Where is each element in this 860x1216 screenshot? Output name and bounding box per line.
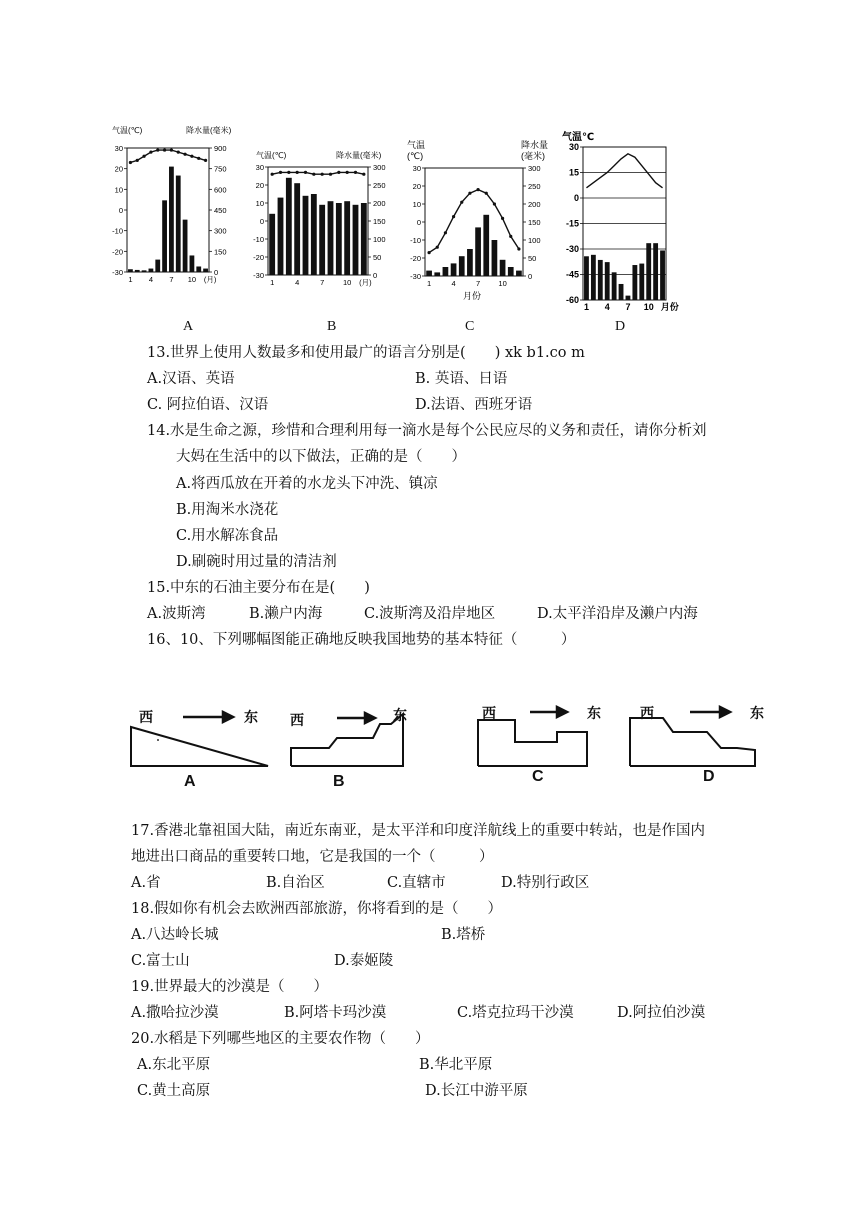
question-18-stem: 18.假如你有机会去欧洲西部旅游，你将看到的是（ ） [131, 901, 503, 917]
profile-b-east: 东 [393, 708, 407, 724]
precip-bar [336, 203, 342, 275]
temp-point [177, 151, 180, 154]
question-13-stem: 13.世界上使用人数最多和使用最广的语言分别是( ) xk b1.co m [147, 345, 585, 361]
q18-option-c[interactable]: C.富士山 [131, 953, 190, 969]
temp-point [183, 153, 186, 156]
q18-option-d[interactable]: D.泰姬陵 [334, 953, 394, 969]
temp-point [444, 231, 447, 234]
precip-bar [155, 260, 160, 272]
temp-point [197, 157, 200, 160]
month-tick-label: 7 [169, 275, 174, 284]
precip-bar [294, 183, 300, 275]
precip-bar [646, 243, 651, 300]
precip-tick-label: 300 [214, 226, 227, 236]
temp-tick-label: 10 [114, 185, 123, 195]
precip-bar [203, 269, 208, 272]
precip-bar [500, 260, 506, 276]
profile-b-west: 西 [290, 713, 304, 729]
temp-point [517, 247, 520, 250]
temp-tick-label: 30 [114, 144, 123, 153]
month-tick-label: 7 [625, 302, 631, 312]
plot-frame [425, 168, 523, 276]
temp-point [136, 159, 139, 162]
plot-frame [127, 148, 209, 272]
precip-bar [584, 256, 589, 300]
month-unit-label: (月) [203, 275, 217, 284]
precip-tick-label: 150 [528, 218, 541, 227]
q19-option-b[interactable]: B.阿塔卡玛沙漠 [284, 1005, 387, 1021]
temp-point [190, 155, 193, 158]
q15-option-c[interactable]: C.波斯湾及沿岸地区 [364, 606, 496, 622]
question-14-stem-line1: 14.水是生命之源，珍惜和合理利用每一滴水是每个公民应尽的义务和责任，请你分析刘 [147, 423, 707, 439]
profile-b-label: B [333, 773, 345, 790]
precip-bar [516, 271, 522, 276]
precip-bar [443, 267, 449, 276]
q20-option-b[interactable]: B.华北平原 [419, 1057, 493, 1073]
climate-chart-d [562, 130, 679, 312]
chart-label-a: A [183, 319, 194, 334]
month-unit-label: (月) [359, 278, 372, 287]
temp-tick-label: -30 [565, 244, 579, 254]
climate-chart-a [112, 125, 232, 284]
temp-point [493, 202, 496, 205]
profile-d-west: 西 [640, 706, 654, 722]
temp-point [156, 148, 159, 151]
precip-bar [483, 215, 489, 276]
profile-a-west: 西 [139, 710, 153, 726]
temp-point [427, 251, 430, 254]
profile-d-label: D [703, 768, 715, 785]
precip-bar [598, 260, 603, 300]
q14-option-a[interactable]: A.将西瓜放在开着的水龙头下冲洗、镇凉 [176, 476, 438, 492]
temp-tick-label: -60 [565, 295, 579, 305]
temp-point [460, 201, 463, 204]
temp-tick-label: 0 [573, 193, 579, 203]
temp-point [485, 192, 488, 195]
temp-point [321, 173, 324, 176]
temp-axis-unit: (℃) [407, 151, 424, 161]
q13-option-a[interactable]: A.汉语、英语 [147, 371, 235, 387]
precip-tick-label: 50 [373, 253, 382, 262]
month-tick-label: 10 [342, 278, 352, 287]
temp-point [468, 192, 471, 195]
q14-option-b[interactable]: B.用淘米水浇花 [176, 502, 279, 518]
precip-bar [612, 272, 617, 300]
temp-tick-label: -30 [410, 272, 421, 281]
precip-bar [196, 266, 201, 272]
temp-axis-label: 气温℃ [562, 132, 595, 143]
q17-option-b[interactable]: B.自治区 [266, 875, 325, 891]
precip-axis-unit: (毫米) [521, 151, 545, 161]
precip-axis-label: 降水量(毫米) [186, 126, 232, 135]
temp-point [354, 171, 357, 174]
precip-bar [286, 178, 292, 275]
question-17-stem-line1: 17.香港北靠祖国大陆，南近东南亚，是太平洋和印度洋航线上的重要中转站，也是作国内 [131, 823, 706, 839]
arrow-icon [365, 713, 375, 723]
q17-option-c[interactable]: C.直辖市 [387, 875, 446, 891]
temp-line [130, 150, 205, 162]
precip-bar [361, 203, 367, 275]
precip-tick-label: 50 [528, 254, 537, 263]
temp-tick-label: -10 [112, 226, 123, 236]
precip-tick-label: 200 [528, 200, 541, 209]
question-14-stem-line2: 大妈在生活中的以下做法，正确的是（ ） [176, 449, 466, 465]
temp-point [312, 173, 315, 176]
q13-option-b[interactable]: B. 英语、日语 [415, 371, 508, 387]
precip-bar [653, 243, 658, 300]
profile-c-west: 西 [482, 706, 496, 722]
q15-option-b[interactable]: B.濑户内海 [249, 606, 323, 622]
temp-line [272, 172, 364, 174]
precip-bar [319, 205, 325, 275]
precip-bar [353, 205, 359, 275]
question-17-stem-line2: 地进出口商品的重要转口地，它是我国的一个（ ） [131, 849, 494, 865]
q19-option-d[interactable]: D.阿拉伯沙漠 [617, 1005, 706, 1021]
profile-b-shape [291, 714, 403, 766]
precip-bar [459, 256, 465, 276]
precip-bar [176, 176, 181, 272]
climate-chart-c [407, 139, 548, 301]
q14-option-c[interactable]: C.用水解冻食品 [176, 528, 279, 544]
precip-tick-label: 200 [373, 199, 386, 208]
precip-bar [183, 220, 188, 272]
precip-bar [492, 240, 498, 276]
precip-axis-label: 降水量(毫米) [336, 151, 382, 160]
temp-point [204, 159, 207, 162]
precip-axis-label: 降水量 [521, 140, 549, 150]
month-tick-label: 1 [583, 302, 589, 312]
temp-tick-label: 0 [118, 206, 123, 215]
precip-bar [135, 270, 140, 272]
precip-tick-label: 150 [214, 247, 227, 257]
q19-option-a[interactable]: A.撒哈拉沙漠 [131, 1005, 219, 1021]
precip-bar [475, 227, 481, 276]
month-tick-label: 1 [128, 275, 133, 284]
precip-bar [605, 262, 610, 300]
precip-tick-label: 250 [373, 181, 386, 190]
profile-a-label: A [184, 773, 196, 790]
temp-tick-label: -30 [112, 268, 123, 277]
month-tick-label: 4 [148, 275, 154, 284]
profile-c-label: C [532, 768, 544, 785]
precip-bar [508, 267, 514, 276]
month-tick-label: 10 [187, 275, 197, 284]
temp-tick-label: -10 [253, 235, 264, 244]
precip-bar [328, 201, 334, 275]
precip-bar [632, 265, 637, 300]
precip-bar [660, 250, 665, 300]
precip-tick-label: 600 [214, 185, 227, 195]
precip-bar [591, 255, 596, 300]
precip-tick-label: 0 [214, 268, 219, 277]
temp-point [329, 173, 332, 176]
precip-bar [344, 201, 350, 275]
temp-point [452, 215, 455, 218]
temp-point [279, 171, 282, 174]
q15-option-a[interactable]: A.波斯湾 [147, 606, 206, 622]
q18-option-b[interactable]: B.塔桥 [441, 927, 486, 943]
precip-bar [626, 296, 631, 300]
question-20-stem: 20.水稻是下列哪些地区的主要农作物（ ） [131, 1031, 430, 1047]
precip-bar [619, 284, 624, 300]
month-tick-label: 10 [498, 279, 507, 288]
q13-option-c[interactable]: C. 阿拉伯语、汉语 [147, 397, 269, 413]
temp-tick-label: 15 [568, 167, 579, 178]
precip-bar [467, 249, 473, 276]
x-axis-label: 月份 [463, 291, 482, 301]
precip-tick-label: 300 [528, 164, 541, 173]
q18-option-a[interactable]: A.八达岭长城 [131, 927, 219, 943]
question-15-stem: 15.中东的石油主要分布在是( ) [147, 580, 370, 596]
temp-tick-label: 30 [255, 163, 264, 172]
arrow-icon [720, 707, 730, 717]
temp-point [170, 148, 173, 151]
precip-bar [149, 269, 154, 272]
temp-point [337, 171, 340, 174]
temp-tick-label: 10 [255, 199, 264, 208]
month-tick-label: 10 [643, 302, 654, 312]
chart-label-d: D [615, 319, 626, 334]
precip-tick-label: 0 [373, 271, 378, 280]
precip-bar [639, 264, 644, 300]
month-tick-label: 1 [426, 279, 432, 288]
temp-tick-label: 30 [568, 142, 579, 152]
profile-d-shape [630, 718, 755, 766]
q20-option-c[interactable]: C.黄土高原 [137, 1083, 211, 1099]
temp-tick-label: -20 [112, 247, 123, 257]
question-16-stem: 16、10、下列哪幅图能正确地反映我国地势的基本特征（ ） [147, 632, 576, 648]
q17-option-d[interactable]: D.特别行政区 [501, 875, 590, 891]
profile-a-east: 东 [244, 710, 258, 726]
temp-tick-label: 10 [412, 200, 421, 209]
temp-line [586, 154, 662, 188]
precip-bar [190, 255, 195, 272]
precip-tick-label: 250 [528, 182, 541, 191]
temp-axis-label: 气温 [407, 140, 426, 150]
q15-option-d[interactable]: D.太平洋沿岸及濑户内海 [537, 606, 698, 622]
month-tick-label: 7 [320, 278, 325, 287]
precip-bar [311, 194, 317, 275]
q13-option-d[interactable]: D.法语、西班牙语 [415, 397, 533, 413]
precip-tick-label: 900 [214, 144, 227, 153]
question-19-stem: 19.世界最大的沙漠是（ ） [131, 979, 329, 995]
temp-point [271, 173, 274, 176]
q19-option-c[interactable]: C.塔克拉玛干沙漠 [457, 1005, 574, 1021]
temp-point [509, 235, 512, 238]
temp-tick-label: 20 [114, 164, 123, 174]
precip-tick-label: 100 [373, 235, 386, 244]
temp-tick-label: -20 [410, 254, 421, 263]
q20-option-a[interactable]: A.东北平原 [137, 1057, 211, 1073]
precip-bar [426, 271, 432, 276]
temp-tick-label: -15 [565, 218, 579, 229]
temp-point [476, 188, 479, 191]
profile-d-east: 东 [750, 706, 764, 722]
precip-bar [303, 196, 309, 275]
precip-bar [142, 270, 147, 272]
precip-tick-label: 100 [528, 236, 541, 245]
temp-point [436, 246, 439, 249]
temp-axis-label: 气温(℃) [256, 151, 287, 160]
terrain-profiles [125, 700, 775, 800]
temp-point [287, 171, 290, 174]
month-unit-label: 月份 [660, 302, 679, 312]
month-tick-label: 4 [451, 279, 456, 288]
arrow-icon [557, 707, 567, 717]
temp-tick-label: -20 [253, 253, 264, 262]
temp-point [163, 148, 166, 151]
temp-tick-label: 20 [412, 182, 421, 191]
temp-point [501, 217, 504, 220]
temp-point [129, 161, 132, 164]
temp-point [304, 171, 307, 174]
precip-tick-label: 750 [214, 164, 227, 174]
temp-tick-label: -30 [253, 271, 264, 280]
temp-point [142, 155, 145, 158]
temp-point [362, 173, 365, 176]
q17-option-a[interactable]: A.省 [131, 875, 161, 891]
climate-charts [100, 118, 679, 318]
precip-tick-label: 450 [214, 206, 227, 215]
temp-point [296, 171, 299, 174]
chart-label-b: B [327, 319, 337, 334]
temp-point [149, 151, 152, 154]
precip-bar [278, 198, 284, 275]
precip-tick-label: 150 [373, 217, 386, 226]
precip-bar [269, 214, 275, 275]
chart-label-c: C [465, 319, 475, 334]
temp-point [346, 171, 349, 174]
temp-tick-label: 30 [412, 164, 421, 173]
temp-tick-label: 0 [259, 217, 264, 226]
q20-option-d[interactable]: D.长江中游平原 [425, 1083, 528, 1099]
temp-axis-label: 气温(℃) [112, 126, 143, 135]
month-tick-label: 7 [475, 279, 481, 288]
temp-tick-label: -45 [565, 269, 579, 280]
precip-bar [162, 200, 167, 272]
precip-bar [451, 263, 457, 276]
climate-chart-b [253, 150, 385, 287]
precip-bar [169, 167, 174, 272]
temp-tick-label: 0 [416, 218, 421, 227]
temp-tick-label: 20 [255, 181, 264, 190]
q14-option-d[interactable]: D.刷碗时用过量的清洁剂 [176, 554, 337, 570]
temp-tick-label: -10 [410, 236, 421, 245]
precip-tick-label: 0 [528, 272, 533, 281]
profile-c-east: 东 [587, 706, 601, 722]
month-tick-label: 1 [270, 278, 275, 287]
month-tick-label: 4 [295, 278, 300, 287]
precip-tick-label: 300 [373, 163, 386, 172]
precip-bar [128, 269, 133, 272]
profile-a-shape [131, 727, 268, 766]
arrow-icon [223, 712, 233, 722]
month-tick-label: 4 [604, 302, 610, 312]
temp-line [429, 190, 519, 253]
profile-c-shape [478, 720, 587, 766]
precip-bar [434, 272, 440, 276]
